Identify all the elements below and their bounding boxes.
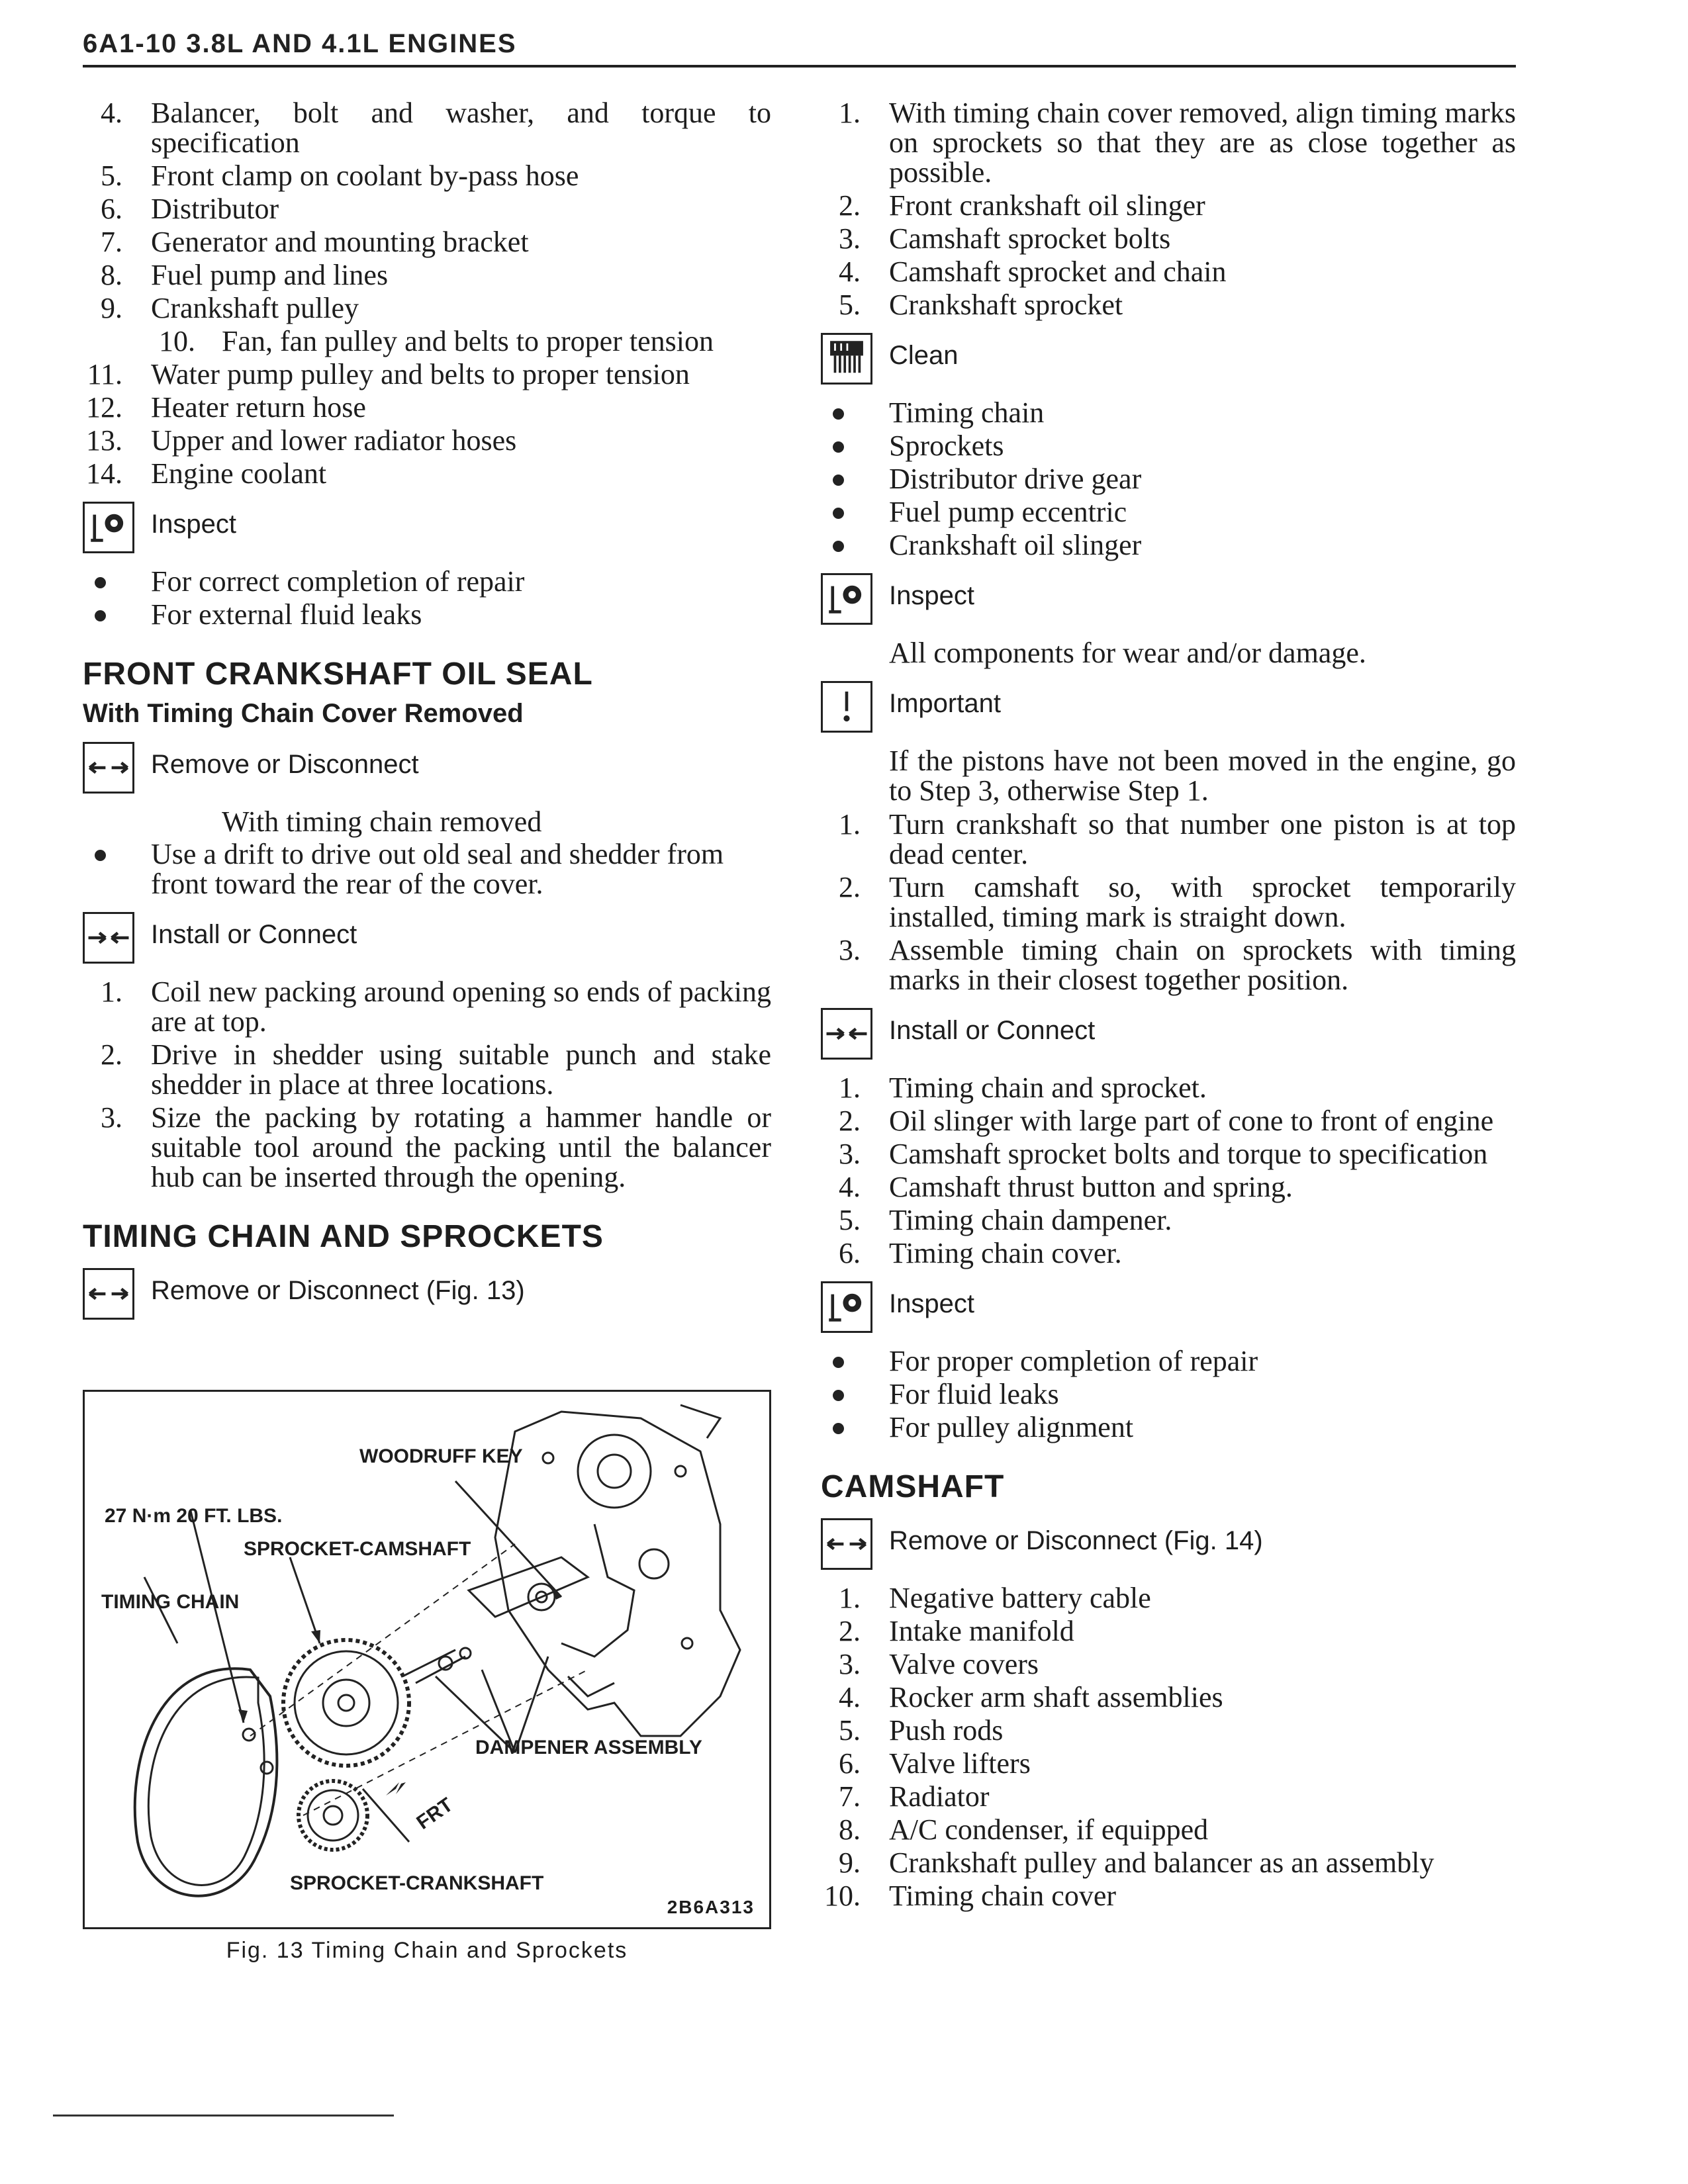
remove-note: With timing chain removed <box>222 805 542 838</box>
list-item: 7. Generator and mounting bracket <box>101 226 529 258</box>
sprocket-crankshaft-label: SPROCKET-CRANKSHAFT <box>290 1872 544 1894</box>
inspect-heading: Inspect <box>821 573 1516 633</box>
list-item: 7. Radiator <box>839 1780 990 1813</box>
inspect-text: All components for wear and/or damage. <box>889 637 1366 669</box>
inspect-heading: Inspect <box>83 502 771 561</box>
inspect-icon <box>821 1281 872 1333</box>
list-item: 1. Coil new packing around opening so ends of packing are at top. <box>101 976 771 1038</box>
list-item: 6. Valve lifters <box>839 1747 1031 1780</box>
inspect-bullets <box>821 1346 1516 1442</box>
inspect-bullets <box>83 567 771 629</box>
section-title: CAMSHAFT <box>821 1469 1005 1504</box>
dampener-assembly-label: DAMPENER ASSEMBLY <box>475 1737 702 1758</box>
list-item: For correct completion of repair <box>83 567 771 596</box>
list-item: Distributor drive gear <box>821 464 1516 494</box>
list-item: For proper completion of repair <box>821 1346 1516 1376</box>
torque-label: 27 N·m 20 FT. LBS. <box>105 1505 283 1527</box>
list-item: 4. Balancer, bolt and washer, and torque to specification <box>101 97 771 159</box>
page-header-title: 6A1-10 3.8L AND 4.1L ENGINES <box>83 29 517 58</box>
important-text: If the pistons have not been moved in the engine, go to Step 3, otherwise Step 1. <box>889 745 1516 807</box>
woodruff-key-label: WOODRUFF KEY <box>359 1445 523 1467</box>
section-title: FRONT CRANKSHAFT OIL SEAL <box>83 657 593 692</box>
sprocket-camshaft-label: SPROCKET-CAMSHAFT <box>244 1538 471 1560</box>
install-heading: Install or Connect <box>821 1008 1516 1068</box>
inspect-heading: Inspect <box>821 1281 1516 1341</box>
list-item: 10. Timing chain cover <box>824 1880 1116 1912</box>
camshaft-remove-steps <box>821 1583 1516 1911</box>
install-steps <box>821 1073 1516 1268</box>
list-item: 8. A/C condenser, if equipped <box>839 1813 1209 1846</box>
inspect-icon <box>821 573 872 625</box>
list-item: 2. Front crankshaft oil slinger <box>839 189 1205 222</box>
list-item: 3. Camshaft sprocket bolts and torque to specification <box>839 1138 1488 1170</box>
clean-brush-icon <box>821 333 872 385</box>
figure-caption: Fig. 13 Timing Chain and Sprockets <box>226 1938 628 1963</box>
list-item: 2. Drive in shedder using suitable punch and stake shedder in place at three locations. <box>101 1038 771 1101</box>
list-item: 4. Rocker arm shaft assemblies <box>839 1681 1223 1713</box>
clean-heading: Clean <box>821 333 1516 392</box>
list-item: 3. Size the packing by rotating a hammer handle or suitable tool around the packing until the balancer hub can be inserted through the opening. <box>101 1101 771 1193</box>
list-item: 9. Crankshaft pulley and balancer as an assembly <box>839 1846 1434 1879</box>
list-item: 3. Camshaft sprocket bolts <box>839 222 1171 255</box>
list-item: For pulley alignment <box>821 1412 1516 1442</box>
footer-divider <box>53 2115 394 2116</box>
list-item: For external fluid leaks <box>83 600 771 629</box>
list-item: 11. Water pump pulley and belts to proper tension <box>87 358 690 390</box>
section-title: TIMING CHAIN AND SPROCKETS <box>83 1219 604 1254</box>
remove-arrows-icon <box>83 742 134 794</box>
list-item: 5. Push rods <box>839 1714 1004 1747</box>
list-item: 3. Assemble timing chain on sprockets with timing marks in their closest together position. <box>839 934 1516 996</box>
timing-chain-label: TIMING CHAIN <box>101 1591 240 1613</box>
list-item: For fluid leaks <box>821 1379 1516 1409</box>
list-item: 6. Distributor <box>101 193 279 225</box>
list-item: 5. Front clamp on coolant by-pass hose <box>101 159 579 192</box>
list-item: 14. Engine coolant <box>86 457 327 490</box>
list-item: 8. Fuel pump and lines <box>101 259 389 291</box>
page-header <box>83 26 1516 68</box>
list-item: 2. Turn camshaft so, with sprocket temporarily installed, timing mark is straight down. <box>839 871 1516 933</box>
figure-code: 2B6A313 <box>667 1897 755 1917</box>
inspect-icon <box>83 502 134 553</box>
install-list-continued <box>83 98 771 488</box>
list-item: 6. Timing chain cover. <box>839 1237 1122 1269</box>
install-arrows-icon <box>821 1008 872 1060</box>
install-arrows-icon <box>83 912 134 964</box>
important-heading: Important <box>821 681 1516 741</box>
remove-arrows-icon <box>821 1518 872 1570</box>
install-heading: Install or Connect <box>83 912 771 972</box>
list-item: 12. Heater return hose <box>86 391 366 424</box>
list-item: 10. Fan, fan pulley and belts to proper tension <box>159 325 714 357</box>
install-steps <box>83 977 771 1192</box>
list-item: 3. Valve covers <box>839 1648 1039 1680</box>
list-item: 1. Negative battery cable <box>839 1582 1151 1614</box>
list-item: Use a drift to drive out old seal and shedder from front toward the rear of the cover. <box>83 839 771 899</box>
remove-bullets <box>83 839 771 899</box>
remove-heading: Remove or Disconnect <box>83 742 771 801</box>
figure-timing-chain <box>83 1390 771 1929</box>
important-icon <box>821 681 872 733</box>
left-column <box>83 98 771 1333</box>
list-item: 13. Upper and lower radiator hoses <box>86 424 517 457</box>
right-column <box>821 98 1516 1914</box>
list-item: 2. Oil slinger with large part of cone to front of engine <box>839 1105 1494 1137</box>
list-item: 4. Camshaft thrust button and spring. <box>839 1171 1293 1203</box>
list-item: 1. With timing chain cover removed, align timing marks on sprockets so that they are as close together as possible. <box>839 97 1516 189</box>
list-item: Crankshaft oil slinger <box>821 530 1516 560</box>
list-item: 1. Turn crankshaft so that number one piston is at top dead center. <box>839 808 1516 870</box>
list-item: Sprockets <box>821 431 1516 461</box>
list-item: 2. Intake manifold <box>839 1615 1074 1647</box>
list-item: 4. Camshaft sprocket and chain <box>839 255 1227 288</box>
section-subtitle: With Timing Chain Cover Removed <box>83 699 524 728</box>
list-item: 5. Timing chain dampener. <box>839 1204 1172 1236</box>
remove-arrows-icon <box>83 1268 134 1320</box>
front-arrow-label: FRT <box>412 1794 457 1834</box>
list-item: 5. Crankshaft sprocket <box>839 289 1123 321</box>
list-item: Timing chain <box>821 398 1516 428</box>
list-item: Fuel pump eccentric <box>821 497 1516 527</box>
list-item: 1. Timing chain and sprocket. <box>839 1071 1207 1104</box>
list-item: 9. Crankshaft pulley <box>101 292 359 324</box>
clean-bullets <box>821 398 1516 560</box>
remove-heading: Remove or Disconnect (Fig. 14) <box>821 1518 1516 1578</box>
remove-steps <box>821 98 1516 320</box>
important-steps <box>821 809 1516 995</box>
remove-heading: Remove or Disconnect (Fig. 13) <box>83 1268 771 1328</box>
timing-chain-illustration <box>85 1392 769 1927</box>
